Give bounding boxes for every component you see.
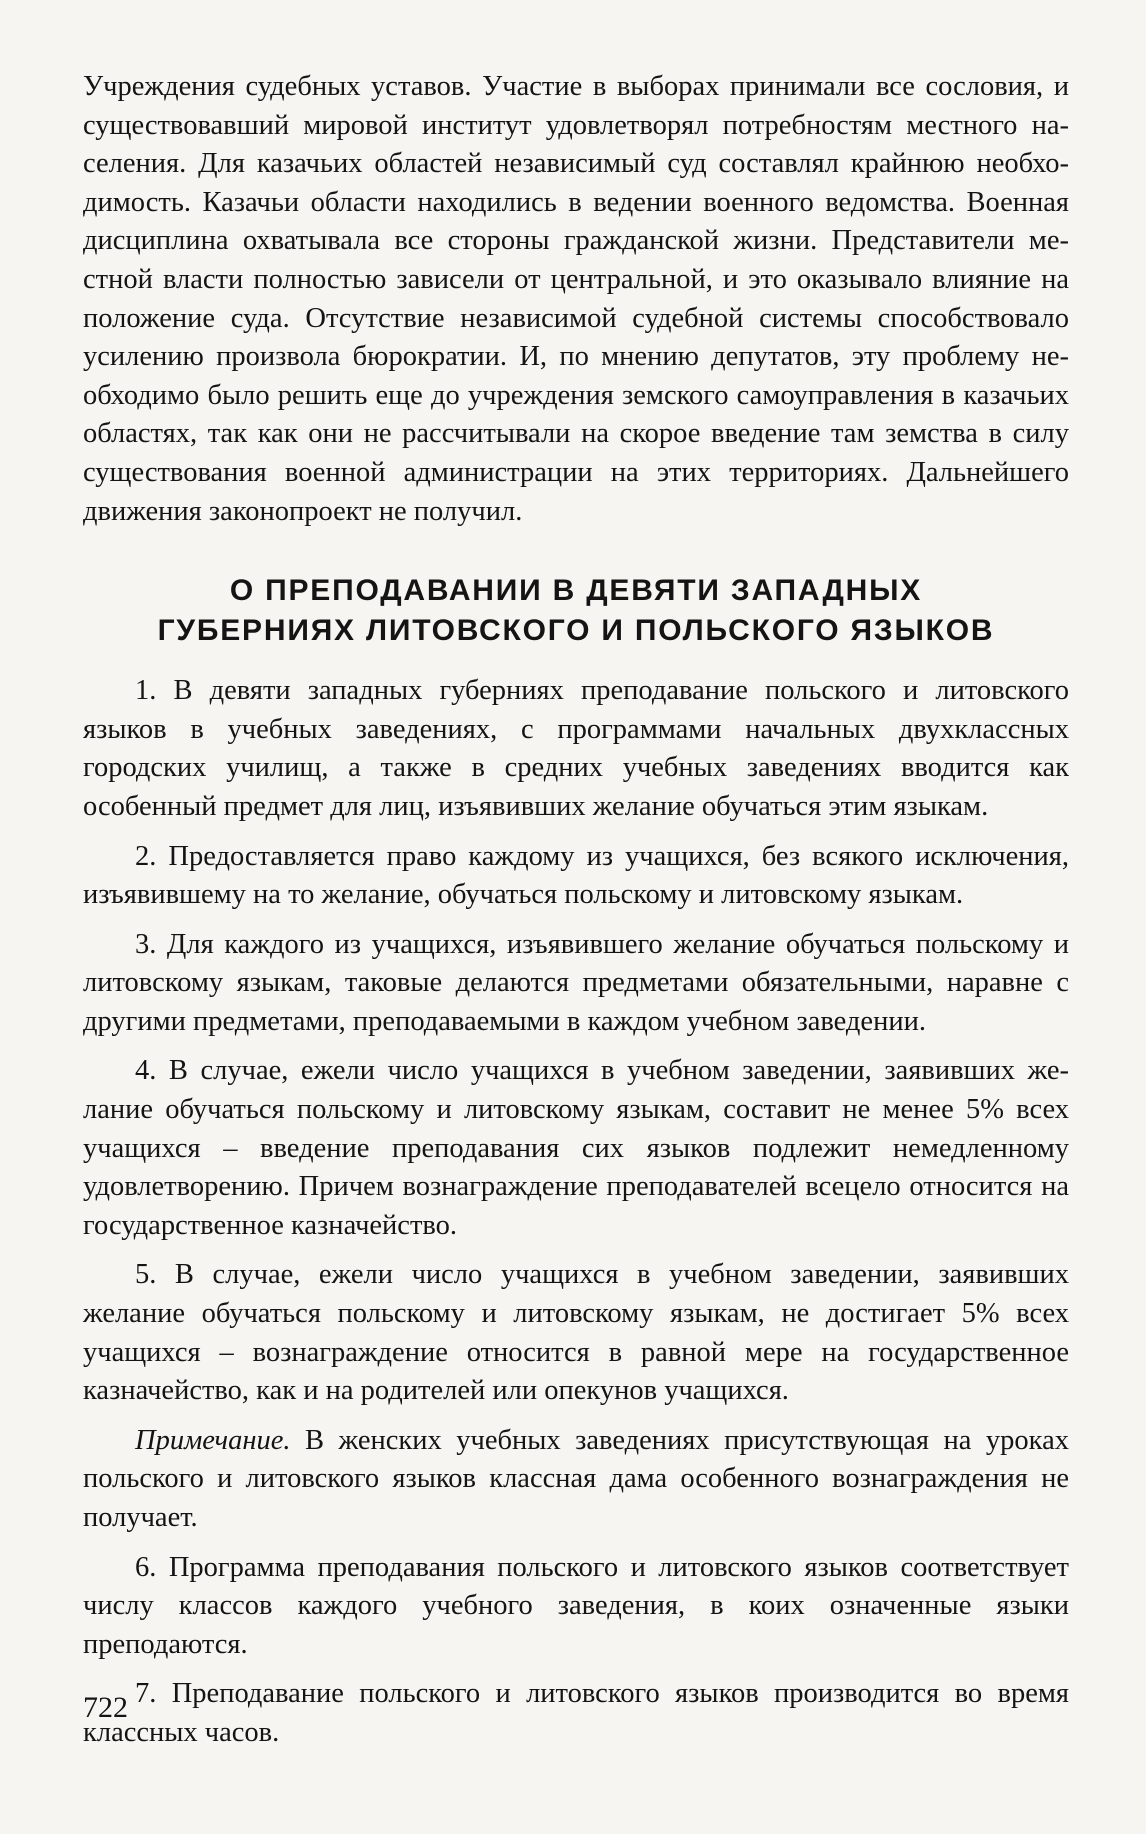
paragraph-3: 3. Для каждого из учащихся, изъявившего желание обучаться польскому и литовскому языкам, таковые делаются предметами обязательными, наравне с другими предметами, преподаваемыми в каждом учебном заведении. [83, 928, 1069, 1037]
intro-paragraph: Учреждения судебных уставов. Участие в выборах принимали все сословия, и существовавший мировой институт удовлетворял потребностям местного населения. Для казачьих областей независимый суд составлял крайнюю необходимость. Казачьи области находились в ведении военного ведомства. Военная дисциплина охватывала все стороны гражданской жизни. Представители местной власти полностью зависели от центральной, и это оказывало влияние на положение суда. Отсутствие независимой судебной системы способствовало усилению произвола бюрократии. И, по мнению депутатов, эту проблему необходимо было решить еще до учреждения земского самоуправления в казачьих областях, так как они не рассчитывали на скорое введение там земства в силу существования военной администрации на этих территориях. Дальнейшего движения законопроект не получил. [83, 71, 1069, 527]
paragraph-7: 7. Преподавание польского и литовского языков производится во время классных часов. [83, 1678, 1069, 1748]
paragraph-6: 6. Программа преподавания польского и литовского языков соответствует числу классов каждого учебного заведения, в коих означенные языки преподаются. [83, 1551, 1069, 1660]
paragraph-5: 5. В случае, ежели число учащихся в учебном заведении, заявивших желание обучаться польскому и литовскому языкам, не достигает 5% всех учащихся – вознаграждение относится в равной мере на государственное казначейство, как и на родителей или опекунов учащихся. [83, 1259, 1069, 1407]
paragraph-2: 2. Предоставляется право каждому из учащихся, без всякого исключения, изъявившему на то желание, обучаться польскому и литовскому языкам. [83, 840, 1069, 911]
section-heading-line-1: О ПРЕПОДАВАНИИ В ДЕВЯТИ ЗАПАДНЫХ [229, 574, 923, 608]
document-page [83, 68, 1069, 1753]
paragraph-4: 4. В случае, ежели число учащихся в учебном заведении, заявивших желание обучаться польскому и литовскому языкам, составит не менее 5% всех учащихся – введение преподавания сих языков подлежит немедленному удовлетворению. Причем вознаграждение преподавателей всецело относится на государственное казначейство. [83, 1055, 1069, 1241]
note-text: В женских учебных заведениях присутствующая на уроках польского и литовского языков классная дама особенного вознаграждения не получает. [83, 1424, 1069, 1533]
note-label: Примечание. [135, 1424, 291, 1456]
section-heading-line-2: ГУБЕРНИЯХ ЛИТОВСКОГО И ПОЛЬСКОГО ЯЗЫКОВ [157, 614, 995, 648]
page-number: 722 [83, 1691, 128, 1724]
paragraph-1: 1. В девяти западных губерниях преподавание польского и литовского языков в учебных заведениях, с программами начальных двухклассных городских училищ, а также в средних учебных заведениях вводится как особенный предмет для лиц, изъявивших желание обучаться этим языкам. [83, 675, 1069, 822]
section-heading [83, 571, 1069, 651]
note-paragraph [83, 1422, 1069, 1538]
